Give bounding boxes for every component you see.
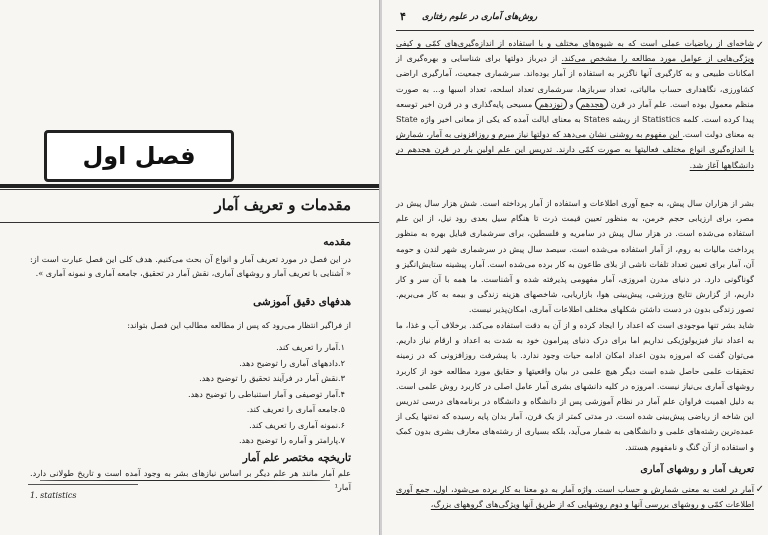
objectives-heading: هدفهای دقیق آموزشی [253, 296, 351, 308]
list-item: ۶.نمونه آماری را تعریف کند. [249, 419, 345, 430]
paragraph-3: شاید بشر تنها موجودی است که اعداد را ایجاد کرده و از آن به دقت استفاده می‌کند. برخلاف آب و غذا، ما به اعداد نیاز فیزیولوژیکی نداریم اما برای درک دنیای پیرامون خود به شدت به اعداد و ارقام نیاز داریم. می‌توان گفت که امروزه بدون اعداد امکان ادامه حیات وجود ندارد. با پیشرفت روزافزونی که در زمینه تحقیقات علمی حاصل شده است دیگر هیچ علمی در بیان واقعیتها و حقایق مورد مطالعه خود از کاربرد روشهای آماری بی‌نیاز نیست. امروزه در کلیه دانشهای بشری آمار عامل اصلی در کاربرد روش علمی است. به دلیل اهمیت فراوان علم آمار در نظام آموزشی پس از دانشگاه و دانشگاه در برنامه‌های درسی تدریس این شاخه از ریاضی پیش‌بینی شده است. در مدتی کمتر از یک قرن، آمار بدان پایه رسیده که نه‌تنها یکی از عمده‌ترین رشته‌های علمی و دانشگاهی به شمار می‌آید، بلکه بسیاری از رشته‌های معارف بشری بدون کمک و استفاده از آن گنگ و نامفهوم هستند. [396, 320, 754, 452]
circled-word: هجدهم [576, 98, 607, 110]
paragraph-text: از دیرباز دولتها برای شناسایی و بهره‌گیری از امکانات طبیعی و به کارگیری آنها ناگزیر به استفاده از آمار بوده‌اند. سرشماری جمعیت، آمارگیری اراضی کشاورزی، نگاهداری حساب مالیاتی، تعداد سربازها، سرشماری تعداد اسلحه، تعداد اسبها و... به صورت منظم معمول بوده است. علم آمار در قرن [396, 53, 755, 109]
list-item: ۴.آمار توصیفی و آمار استنباطی را توضیح دهد. [188, 388, 345, 399]
running-head: روش‌های آماری در علوم رفتاری [422, 12, 538, 22]
paragraph-text: مسیحی پایه‌گذاری و در قرن اخیر توسعه پیدا کرده است. کلمه Statistics از ریشه States به معنای ایالت آمده که یکی از معانی اخیر واژه State به معنای دولت است. [396, 98, 755, 140]
running-head-rule [396, 30, 754, 31]
title-rule [0, 222, 380, 223]
footnote: 1. statistics [30, 491, 77, 500]
list-item: ۲.دادههای آماری را توضیح دهد. [239, 357, 345, 368]
margin-mark-icon: ✓ [755, 484, 764, 495]
list-item: ۵.جامعه آماری را تعریف کند. [246, 404, 345, 414]
margin-mark-icon: ✓ [755, 40, 764, 51]
list-item: ۷.پارامتر و آماره را توضیح دهد. [238, 435, 345, 445]
underlined-text: این مفهوم به روشنی نشان می‌دهد که دولتها نیاز مبرم و روزافزونی به آمار، شمارش یا اندازه‌گیری انواع مختلف فعالیتها به صورت کمّی دارند. تدریس این علم اولین بار در قرن هجدهم در دانشگاهها آغاز شد. [396, 129, 754, 170]
intro-text: در این فصل در مورد تعریف آمار و انواع آن بحث می‌کنیم. هدف کلی این فصل عبارت است از: « آشنایی با تعریف آمار و روشهای آماری، نقش آمار در تحقیق، جامعه آماری و نمونه آماری ». [30, 254, 351, 278]
history-heading: تاریخچه مختصر علم آمار [242, 452, 351, 464]
chapter-label-box [44, 130, 234, 182]
section-text [396, 482, 754, 512]
underlined-text: آمار در لغت به معنی شمارش و حساب است. واژه آمار به دو معنا به کار برده می‌شود، اول، جمع آوری اطلاعات کمّی و روشهای بررسی آنها و دوم روشهایی که از طریق آنها ویژگی‌های گروههای بزرگ، [396, 484, 754, 510]
right-page [382, 0, 768, 535]
list-item: ۱.آمار را تعریف کند. [276, 342, 345, 352]
chapter-rule-thin [0, 189, 380, 190]
paragraph-2: بشر از هزاران سال پیش، به جمع آوری اطلاعات و استفاده از آمار پرداخته است. شش هزار سال پیش در مصر، برای ارزیابی حجم خرمن، به منظور تعیین قیمت ذرت تا هنگام سیل بعدی رود نیل، از این علم استفاده می‌شده است. در هزار سال پیش در سامریه و فلسطین، برای سرشماری قبایل بهره به منظور پرداخت مالیات به روم، از آمار استفاده می‌شده است. سیصد سال پیش در سرشماری شهر لندن و حومه آن، آمار برای تعیین تعداد تلفات ناشی از بلای طاعون به کار برده می‌شده است. آمار، پیشینه ستایش‌انگیز و گوناگونی دارد. در دنیای مدرن امروزی، آمار مفهومی پذیرفته شده و آشناست. ما همه با آن سر و کار داریم، از گزارش نتایج ورزشی، پیش‌بینی هوا، بازاریابی، شاخصهای هزینه زندگی و بیمه به کار می‌بریم. تصور زندگی بدون در دست داشتن شکلهای مختلف اطلاعات آماری، امکان‌پذیر نیست. [396, 198, 754, 315]
history-text: علم آمار مانند هر علم دیگر بر اساس نیازهای بشر به وجود آمده است و تاریخ طولانی دارد. آمار¹ [30, 468, 351, 492]
section-heading: تعریف آمار و روشهای آماری [640, 464, 754, 475]
chapter-rule-top [0, 184, 380, 188]
paragraph-1: شاخه‌ای از ریاضیات عملی است که به شیوه‌های مختلف و با استفاده از اندازه‌گیری‌های کمّی و کیفی ویژگی‌هایی از عوامل مورد مطالعه را مشخص می‌کند. از دیرباز دولتها برای شناسایی و بهره‌گیری از امکانات طبیعی و به کارگیری آنها ناگزیر به استفاده از آمار بوده‌اند. سرشماری جمعیت، آمارگیری اراضی کشاورزی، نگاهداری حساب مالیاتی، تعداد سربازها، سرشماری تعداد اسلحه، تعداد اسبها و... به صورت منظم معمول بوده است. علم آمار در قرن هجدهم و نوزدهم مسیحی پایه‌گذاری و در قرن اخیر توسعه پیدا کرده است. کلمه Statistics از ریشه States به معنای ایالت آمده که یکی از معانی اخیر واژه State به معنای دولت است. این مفهوم به روشنی نشان می‌دهد که دولتها نیاز مبرم و روزافزونی به آمار، شمارش یا اندازه‌گیری انواع مختلف فعالیتها به صورت کمّی دارند. تدریس این علم اولین بار در قرن هجدهم در دانشگاهها آغاز شد. [396, 38, 755, 170]
page-number: ۴ [400, 10, 406, 23]
chapter-title: مقدمات و تعریف آمار [214, 196, 351, 214]
list-item: ۳.نقش آمار در فرآیند تحقیق را توضیح دهد. [199, 373, 345, 383]
underlined-text: شاخه‌ای از ریاضیات عملی است که به شیوه‌های مختلف و با استفاده از اندازه‌گیری‌های کمّی و کیفی ویژگی‌هایی از عوامل مورد مطالعه را مشخص می‌کند. [396, 38, 754, 64]
footnote-rule [28, 484, 138, 485]
handwritten-underline [40, 480, 330, 481]
chapter-label: فصل اول [82, 142, 196, 170]
left-page [0, 0, 380, 535]
circled-word: نوزدهم [535, 98, 567, 110]
intro-heading: مقدمه [323, 236, 351, 248]
objectives-list [125, 340, 345, 449]
objectives-lead: از فراگیر انتظار می‌رود که پس از مطالعه مطالب این فصل بتواند: [127, 320, 351, 330]
